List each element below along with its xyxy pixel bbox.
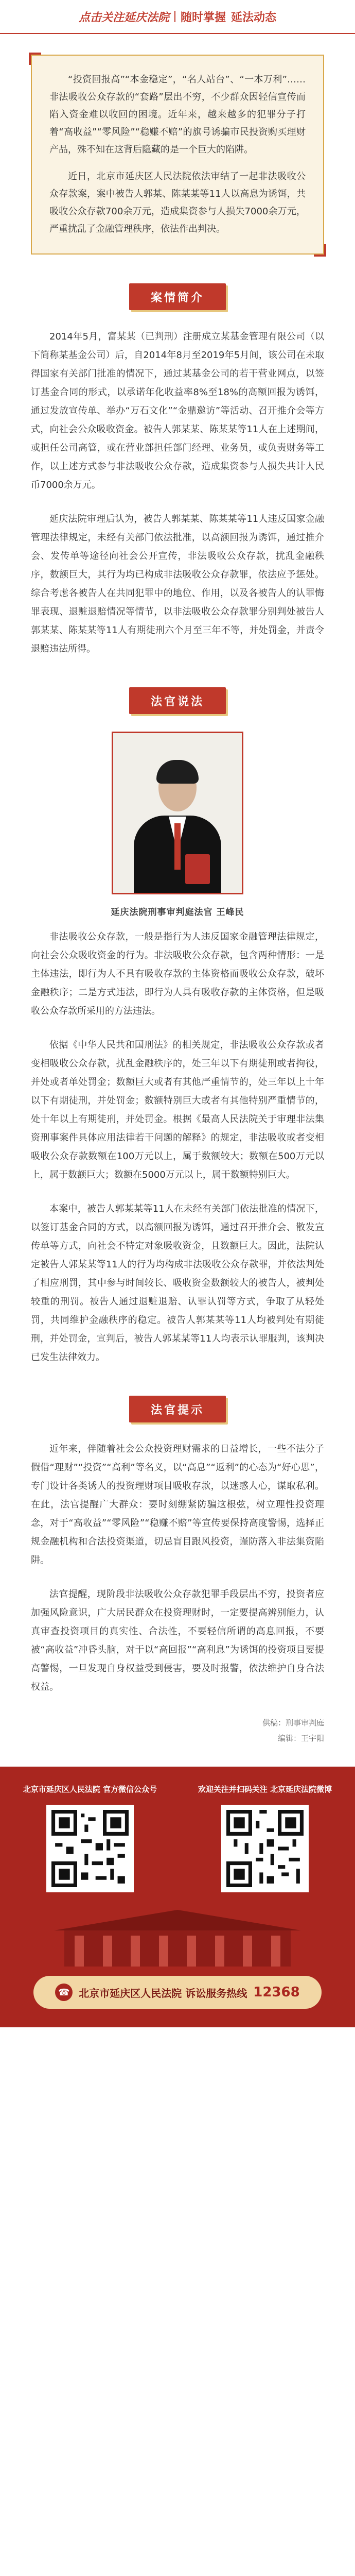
hotline-number: 12368 xyxy=(253,1985,300,2000)
judge-block xyxy=(0,732,355,918)
section-heading-tips: 法官提示 xyxy=(129,1396,226,1422)
qr-code-icon xyxy=(226,1810,304,1887)
section-heading-case: 案情简介 xyxy=(129,283,226,310)
qr-title-weibo: 欢迎关注并扫码关注 北京延庆法院微博 xyxy=(198,1785,332,1794)
tips-paragraph: 法官提醒，现阶段非法吸收公众存款犯罪手段层出不穷，投资者应加强风险意识，广大居民群众在投资理财时，一定要提高辨别能力，认真审查投资项目的真实性、合法性，不要轻信所谓的高息回报，不要被“高收益”冲昏头脑，对于以“高回报”“高利息”为诱饵的投资项目要提高警惕，一旦发现自身权益受到侵害，要及时报警，依法维护自身合法权益。 xyxy=(31,1589,324,1692)
qr-card-wechat xyxy=(15,1783,165,1892)
tips-paragraph: 近年来，伴随着社会公众投资理财需求的日益增长，一些不法分子假借“理财”“投资”“高利”等名义，以“高息”“返利”的心态为“好心思”，专门设计各类诱人的投资理财项目吸收存款，以迷惑人心，谋取私利。在此，法官提醒广大群众：要时刻绷紧防骗这根弦，树立理性投资理念，对于“高收益”“零风险”“稳赚不赔”等宣传要保持高度警惕，选择正规金融机构和合法投资渠道，切忌盲目跟风投资，谨防落入非法集资陷阱。 xyxy=(31,1444,324,1566)
credit-editor: 编辑：王宇阳 xyxy=(277,1734,324,1743)
court-building-illustration xyxy=(44,1910,311,1967)
case-body xyxy=(0,328,355,658)
qr-code-icon xyxy=(51,1810,129,1887)
law-paragraph: 依据《中华人民共和国刑法》的相关规定，非法吸收公众存款或者变相吸收公众存款，扰乱金融秩序的，处三年以下有期徒刑或者拘役，并处或者单处罚金；数额巨大或者有其他严重情节的，处三年以上十年以下有期徒刑，并处罚金；数额特别巨大或者有其他特别严重情节的，处十年以上有期徒刑，并处罚金。根据《最高人民法院关于审理非法集资刑事案件具体应用法律若干问题的解释》的规定，非法吸收或者变相吸收公众存款数额在100万元以上，属于数额较大；数额在500万元以上，属于数额巨大；数额在5000万元以上，属于数额特别巨大。 xyxy=(31,1040,324,1180)
intro-box xyxy=(31,55,324,255)
credit-author: 供稿：刑事审判庭 xyxy=(262,1718,324,1727)
hotline-bar[interactable] xyxy=(33,1976,322,2009)
section-heading-law: 法官说法 xyxy=(129,687,226,714)
hotline-label: 北京市延庆区人民法院 诉讼服务热线 xyxy=(79,1987,247,1999)
qr-title-wechat: 北京市延庆区人民法院 官方微信公众号 xyxy=(23,1785,157,1794)
law-paragraph: 非法吸收公众存款，一般是指行为人违反国家金融管理法律规定，向社会公众吸收资金的行为。非法吸收公众存款，包含两种情形：一是主体违法，即行为人不具有吸收存款的主体资格而吸收公众存款，破坏金融秩序；二是方式违法，即行为人具有吸收存款的主体资格，但是吸收公众存款所采用的方法违法。 xyxy=(31,931,324,1016)
footer xyxy=(0,1767,355,2027)
banner-follow-text: 点击关注延庆法院 xyxy=(78,11,169,24)
phone-icon: ☎ xyxy=(55,1984,73,2001)
intro-paragraph: “投资回报高”“本金稳定”，“名人站台”、“一本万利”……非法吸收公众存款的“套路”层出不穷，不少群众因轻信宣传而陷入资金难以收回的困境。近年来，越来越多的犯罪分子打着“高收益”“零风险”“稳赚不赔”的旗号诱骗市民投资购买理财产品，殊不知在这背后隐藏的是一个巨大的陷阱。 xyxy=(49,74,306,155)
law-paragraph: 本案中，被告人郭某某等11人在未经有关部门依法批准的情况下，以签订基金合同的方式，以高额回报为诱饵，通过召开推介会、散发宣传单等方式，向社会不特定对象吸收资金，且数额巨大。因此，法院认定被告人郭某某等11人的行为均构成非法吸收公众存款罪，并依法判处了相应刑罚，其中参与时间较长、吸收资金数额较大的被告人，被判处较重的刑罚。被告人通过退赃退赔、认罪认罚等方式，争取了从轻处罚，共同维护金融秩序的稳定。被告人郭某某等11人均被判处有期徒刑，并处罚金，宣判后，被告人郭某某等11人均表示认罪服判，该判决已发生法律效力。 xyxy=(31,1204,324,1363)
intro-paragraph: 近日，北京市延庆区人民法院依法审结了一起非法吸收公众存款案，案中被告人郭某、陈某某等11人以高息为诱饵，共吸收公众存款700余万元，造成集资参与人损失7000余万元，严重扰乱了金融管理秩序，依法作出判决。 xyxy=(49,171,306,234)
wechat-qr-code[interactable] xyxy=(46,1805,134,1892)
credits xyxy=(0,1715,355,1746)
case-paragraph: 延庆法院审理后认为，被告人郭某某、陈某某等11人违反国家金融管理法律规定，未经有关部门依法批准，以高额回报为诱饵，通过推介会、发传单等途径向社会公开宣传，非法吸收公众存款，扰乱金融秩序，数额巨大，其行为均已构成非法吸收公众存款罪，依法应予惩处。综合考虑各被告人在共同犯罪中的地位、作用，以及各被告人的认罪悔罪表现、退赃退赔情况等情节，以非法吸收公众存款罪分别判处被告人郭某某、陈某某等11人有期徒刑六个月至三年不等，并处罚金，并责令退赔违法所得。 xyxy=(31,514,324,654)
banner-divider xyxy=(174,11,175,22)
judge-caption: 延庆法院刑事审判庭法官 王峰民 xyxy=(111,907,244,918)
case-paragraph: 2014年5月，富某某（已判刑）注册成立某基金管理有限公司（以下简称某基金公司）后，自2014年8月至2019年5月间，该公司在未取得国家有关部门批准的情况下，通过某基金公司的若干营业网点，以签订基金合同的形式，以承诺年化收益率8%至18%的高额回报为诱饵，通过发放宣传单、举办“万石文化”“金鼎邀访”等活动、召开推介会等方式，向社会公众吸收资金。被告人郭某某、陈某某等11人在上述期间，或担任公司高管，或在营业部担任部门经理、业务员，或负责财务等工作，以上述方式参与非法吸收公众存款，造成集资参与人损失共计人民币7000余万元。 xyxy=(31,331,324,490)
tips-body xyxy=(0,1440,355,1697)
banner-anytime-text: 随时掌握 xyxy=(180,11,226,24)
banner-news-text: 延法动态 xyxy=(231,11,277,24)
qr-card-weibo xyxy=(190,1783,340,1892)
top-banner[interactable] xyxy=(0,0,355,34)
law-body xyxy=(0,928,355,1367)
weibo-qr-code[interactable] xyxy=(221,1805,309,1892)
qr-row xyxy=(15,1783,340,1892)
judge-photo xyxy=(112,732,243,894)
